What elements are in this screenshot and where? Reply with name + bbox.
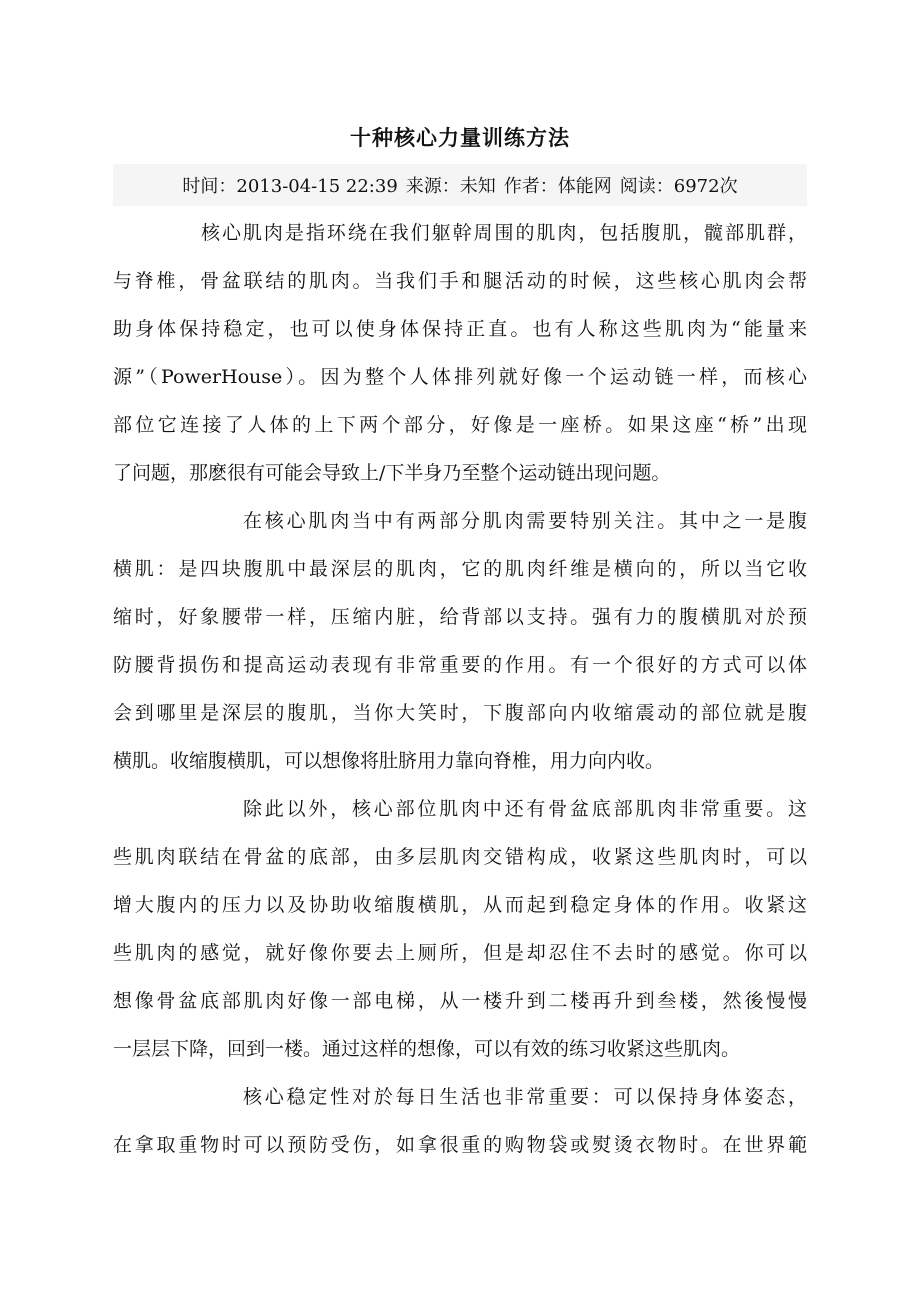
paragraph-2 xyxy=(113,502,807,780)
meta-reads: 阅读：6972次 xyxy=(619,176,738,197)
article-meta-bar xyxy=(113,164,807,206)
text-line: 些肌肉的感觉，就好像你要去上厕所，但是却忍住不去时的感觉。你可以 xyxy=(113,942,807,964)
text-line: 部位它连接了人体的上下两个部分，好像是一座桥。如果这座“桥”出现 xyxy=(113,414,807,436)
text-line: 缩时，好象腰带一样，压缩内脏，给背部以支持。强有力的腹横肌对於预 xyxy=(113,606,807,628)
text-line: 想像骨盆底部肌肉好像一部电梯，从一楼升到二楼再升到叁楼，然後慢慢 xyxy=(113,990,807,1012)
text-line: 横肌。收缩腹横肌，可以想像将肚脐用力靠向脊椎，用力向内收。 xyxy=(113,750,665,772)
paragraph-3 xyxy=(113,790,807,1068)
meta-time: 时间：2013-04-15 22:39 xyxy=(182,176,398,197)
text-line: 在核心肌肉当中有两部分肌肉需要特别关注。其中之一是腹 xyxy=(243,510,807,532)
text-line: 在拿取重物时可以预防受伤，如拿很重的购物袋或熨烫衣物时。在世界範 xyxy=(113,1134,807,1156)
text-line: 横肌：是四块腹肌中最深层的肌肉，它的肌肉纤维是横向的，所以当它收 xyxy=(113,558,807,580)
text-line: 与脊椎，骨盆联结的肌肉。当我们手和腿活动的时候，这些核心肌肉会帮 xyxy=(113,270,807,292)
meta-author: 作者：体能网 xyxy=(503,176,612,197)
meta-source: 来源：未知 xyxy=(405,176,496,197)
text-line: 一层层下降，回到一楼。通过这样的想像，可以有效的练习收紧这些肌肉。 xyxy=(113,1038,741,1060)
text-line: 会到哪里是深层的腹肌，当你大笑时，下腹部向内收缩震动的部位就是腹 xyxy=(113,702,807,724)
text-line: 源”（PowerHouse）。因为整个人体排列就好像一个运动链一样，而核心 xyxy=(113,366,807,388)
article-body xyxy=(113,214,807,1174)
text-line: 核心稳定性对於每日生活也非常重要：可以保持身体姿态， xyxy=(243,1086,807,1108)
text-line: 核心肌肉是指环绕在我们躯幹周围的肌肉，包括腹肌，髋部肌群， xyxy=(201,222,807,244)
paragraph-4 xyxy=(113,1078,807,1164)
text-line: 助身体保持稳定，也可以使身体保持正直。也有人称这些肌肉为“能量来 xyxy=(113,318,807,340)
text-line: 除此以外，核心部位肌肉中还有骨盆底部肌肉非常重要。这 xyxy=(243,798,807,820)
text-line: 增大腹内的压力以及协助收缩腹横肌，从而起到稳定身体的作用。收紧这 xyxy=(113,894,807,916)
text-line: 防腰背损伤和提高运动表现有非常重要的作用。有一个很好的方式可以体 xyxy=(113,654,807,676)
text-line: 些肌肉联结在骨盆的底部，由多层肌肉交错构成，收紧这些肌肉时，可以 xyxy=(113,846,807,868)
paragraph-1 xyxy=(113,214,807,492)
article-title: 十种核心力量训练方法 xyxy=(350,125,570,150)
text-line: 了问题，那麽很有可能会导致上/下半身乃至整个运动链出现问题。 xyxy=(113,462,671,484)
